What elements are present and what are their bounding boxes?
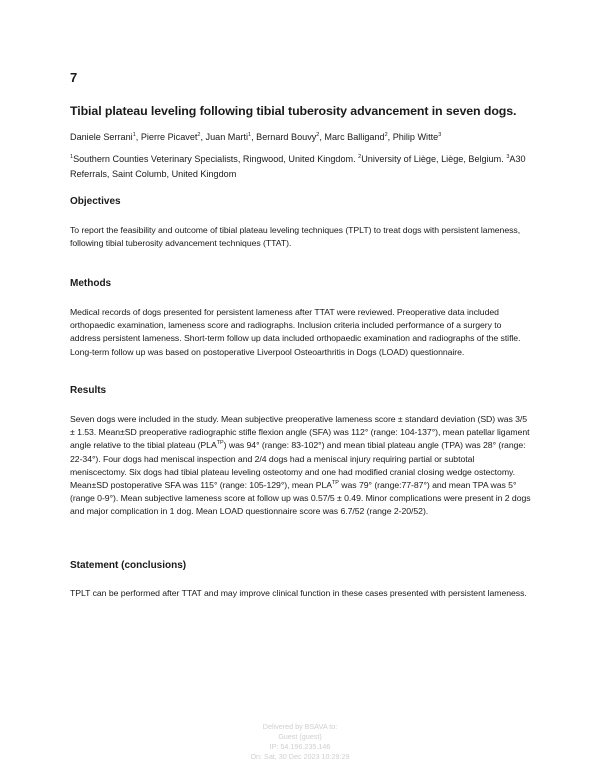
author: Pierre Picavet xyxy=(140,132,198,142)
objectives-heading: Objectives xyxy=(70,196,121,207)
watermark-line: Delivered by BSAVA to: xyxy=(262,722,338,731)
watermark-line: Guest (guest) xyxy=(278,732,322,741)
watermark-line: On: Sat, 30 Dec 2023 10:29:29 xyxy=(250,752,350,761)
results-text-part: was 79° (range:77-87°) and mean TPA was 5° (range 0-9°). Mean subjective lameness score at follow up was 0.57/5 ± 0.49. Minor complications were present in 2 dogs and major complication in 1 dog. Mean LOAD questionnaire score was 6.7/52 (range 2-20/52). xyxy=(70,480,531,517)
author: Marc Balligand xyxy=(324,132,385,142)
affiliation-mark: 2 xyxy=(358,153,362,160)
results-text-part: ) was 94° (range: 83-102°) and mean tibial plateau angle (TPA) was 28° (range: 22-34°). Four dogs had meniscal inspection and 2/4 dogs had a meniscal injury requiring partial or subtotal meniscectomy. Six dogs had tibial plateau leveling osteotomy and one had modified cranial closing wedge ostectomy. Mean±SD postoperative SFA was 115° (range: 105-129°), mean PLA xyxy=(70,440,526,491)
affiliation: University of Liège, Liège, Belgium. xyxy=(361,154,507,164)
paper-title: Tibial plateau leveling following tibial tuberosity advancement in seven dogs. xyxy=(70,104,517,118)
author: Juan Marti xyxy=(205,132,249,142)
author-list: Daniele Serrani$^1$, Pierre Picavet$^2$, Juan Marti$^1$, Bernard Bouvy$^2$, Marc Balligand$^2$, Philip Witte$^3$ xyxy=(70,131,442,142)
affiliation-mark: 1 xyxy=(70,153,74,160)
results-text xyxy=(70,413,532,519)
results-heading: Results xyxy=(70,385,107,396)
conclusions-text: TPLT can be performed after TTAT and may improve clinical function in these cases presented with persistent lameness. xyxy=(70,588,527,598)
author: Philip Witte xyxy=(392,132,439,142)
superscript: TP xyxy=(332,480,339,487)
author-affiliation-mark: 1 xyxy=(132,131,136,138)
author-affiliation-mark: 1 xyxy=(248,131,252,138)
author-affiliation-mark: 2 xyxy=(316,131,320,138)
affiliation: A30 Referrals, Saint Columb, United Kingdom xyxy=(70,154,526,179)
delivery-watermark xyxy=(0,722,600,762)
affiliation-mark: 3 xyxy=(506,153,510,160)
methods-text: Medical records of dogs presented for persistent lameness after TTAT were reviewed. Preoperative data included orthopaedic examination, lameness score and radiographs. Inclusion criteria included performance of a surgery to address persistent lameness. Short-term follow up data included orthopaedic examination and radiographs of the stifle. Long-term follow up was based on postoperative Liverpool Osteoarthritis in Dogs (LOAD) questionnaire. xyxy=(70,307,521,357)
author-affiliation-mark: 2 xyxy=(197,131,201,138)
author-affiliation-mark: 2 xyxy=(384,131,388,138)
affiliations xyxy=(70,152,530,182)
author: Bernard Bouvy xyxy=(256,132,317,142)
watermark-line: IP: 54.196.235.146 xyxy=(269,742,331,751)
objectives-text: To report the feasibility and outcome of tibial plateau leveling techniques (TPLT) to treat dogs with persistent lameness, following tibial tuberosity advancement techniques (TTAT). xyxy=(70,225,521,249)
author-affiliation-mark: 3 xyxy=(438,131,442,138)
affiliation: Southern Counties Veterinary Specialists, Ringwood, United Kingdom. xyxy=(73,154,359,164)
conclusions-heading: Statement (conclusions) xyxy=(70,560,187,571)
methods-heading: Methods xyxy=(70,278,112,289)
superscript: TP xyxy=(216,440,224,447)
author: Daniele Serrani xyxy=(70,132,133,142)
results-text-part: Seven dogs were included in the study. Mean subjective preoperative lameness score ± standard deviation (SD) was 3/5 ± 1.53. Mean±SD preoperative radiographic stifle flexion angle (SFA) was 112° (range: 104-137°), mean patellar ligament angle relative to the tibial plateau (PLA xyxy=(70,414,530,451)
abstract-number: 7 xyxy=(70,70,78,85)
